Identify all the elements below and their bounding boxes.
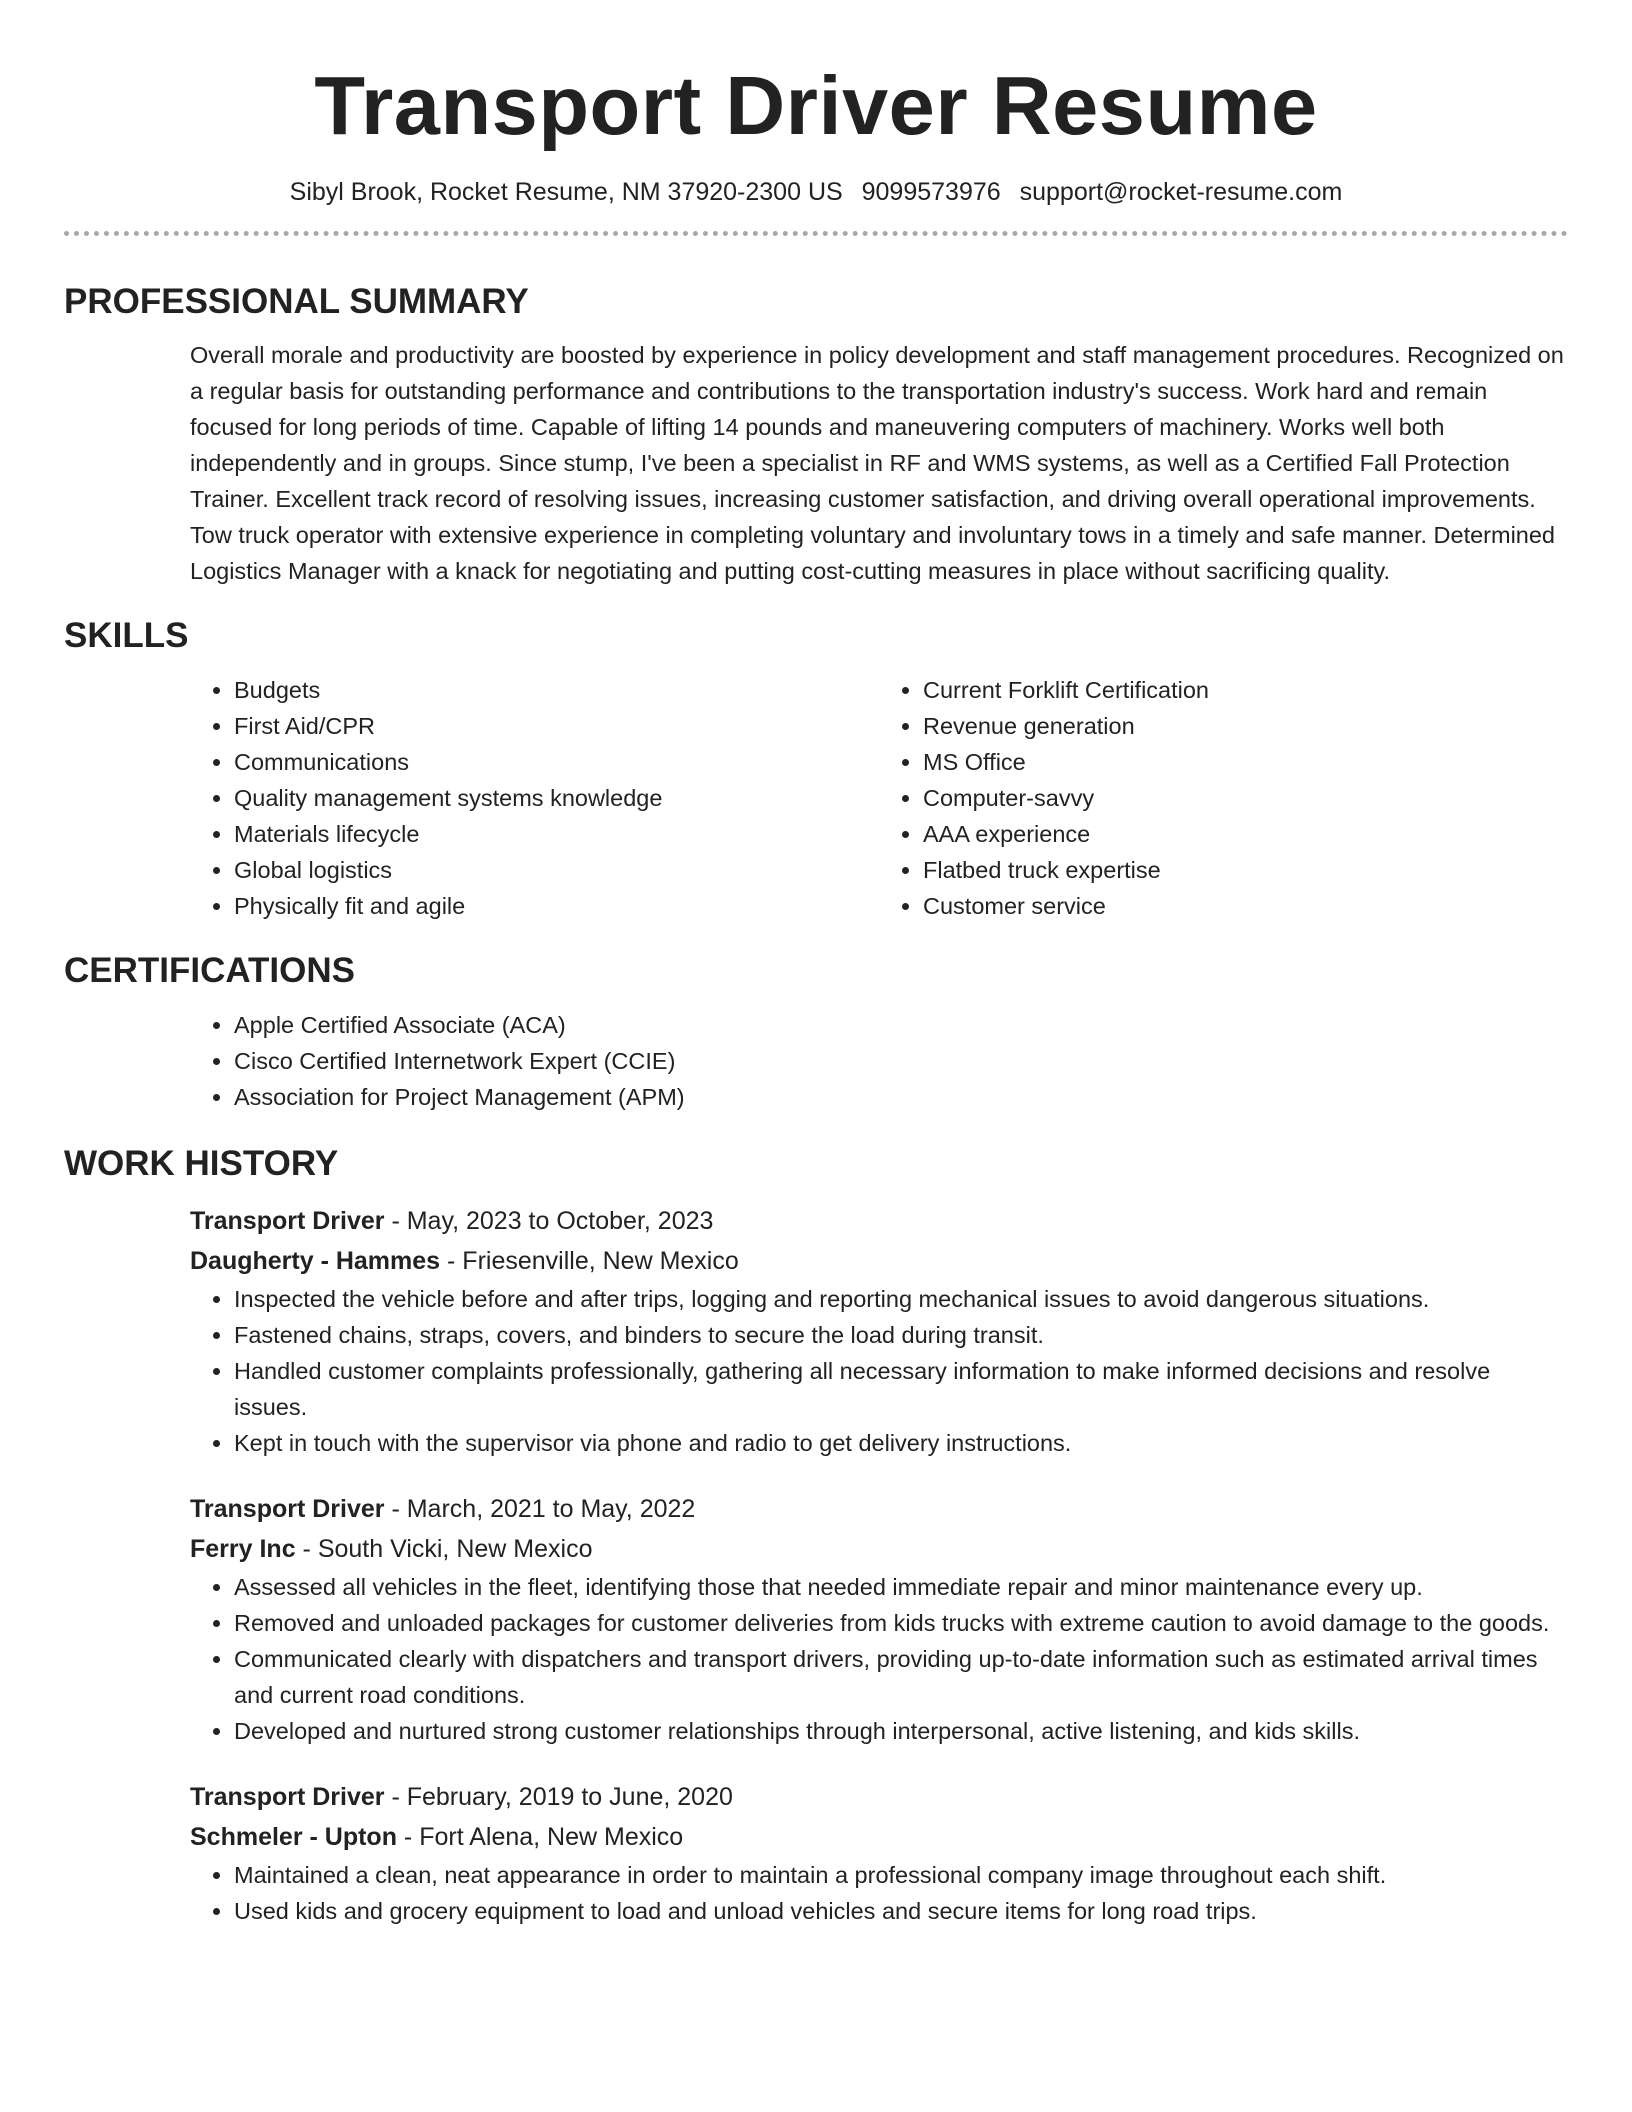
job-duty: • Fastened chains, straps, covers, and binders to secure the load during transit.: [234, 1317, 1568, 1353]
skills-list-right: [879, 672, 1568, 924]
job-location: - South Vicki, New Mexico: [295, 1535, 593, 1563]
job-duties-list: [190, 1281, 1568, 1461]
work-history-section: [190, 1201, 1568, 1929]
certifications-section: [190, 1007, 1568, 1115]
job-dates: - March, 2021 to May, 2022: [384, 1495, 696, 1523]
job-duties-list: [190, 1569, 1568, 1749]
certification-item: • Cisco Certified Internetwork Expert (CCIE): [234, 1043, 1568, 1079]
skill-item: • Quality management systems knowledge: [234, 780, 879, 816]
summary-heading: PROFESSIONAL SUMMARY: [64, 282, 529, 321]
summary-section: [190, 337, 1568, 589]
contact-line: [64, 176, 1568, 208]
skill-item: • Flatbed truck expertise: [923, 852, 1568, 888]
job-company-line: [190, 1241, 1568, 1281]
skill-item: • Budgets: [234, 672, 879, 708]
job-dates: - February, 2019 to June, 2020: [384, 1783, 733, 1811]
summary-text: Overall morale and productivity are boosted by experience in policy development and staff management procedures. Recognized on a regular basis for outstanding performance and contributions to the transportation industry's success. Work hard and remain focused for long periods of time. Capable of lifting 14 pounds and maneuvering computers of machinery. Works well both independently and in groups. Since stump, I've been a specialist in RF and WMS systems, as well as a Certified Fall Protection Trainer. Excellent track record of resolving issues, increasing customer satisfaction, and driving overall operational improvements. Tow truck operator with extensive experience in completing voluntary and involuntary tows in a timely and safe manner. Determined Logistics Manager with a knack for negotiating and putting cost-cutting measures in place without sacrificing quality.: [190, 342, 1564, 584]
job-location: - Fort Alena, New Mexico: [396, 1823, 684, 1851]
job-location: - Friesenville, New Mexico: [440, 1247, 739, 1275]
job-duty: • Inspected the vehicle before and after trips, logging and reporting mechanical issues to avoid dangerous situations.: [234, 1281, 1568, 1317]
job-duty: • Handled customer complaints professionally, gathering all necessary information to make informed decisions and resolve issues.: [234, 1353, 1568, 1425]
skill-item: • Revenue generation: [923, 708, 1568, 744]
skill-item: • Physically fit and agile: [234, 888, 879, 924]
skills-list-left: [190, 672, 879, 924]
resume-page: [64, 0, 1568, 1929]
skill-item: • Materials lifecycle: [234, 816, 879, 852]
job-duties-list: [190, 1857, 1568, 1929]
certifications-list: [190, 1007, 1568, 1115]
job-title-line: [190, 1777, 1568, 1817]
skills-heading: SKILLS: [64, 616, 189, 655]
job-title: Transport Driver: [190, 1783, 385, 1811]
job-entry: [190, 1777, 1568, 1929]
job-title-line: [190, 1201, 1568, 1241]
skill-item: • Current Forklift Certification: [923, 672, 1568, 708]
skill-item: • AAA experience: [923, 816, 1568, 852]
skill-item: • First Aid/CPR: [234, 708, 879, 744]
certification-item: • Apple Certified Associate (ACA): [234, 1007, 1568, 1043]
certifications-heading: CERTIFICATIONS: [64, 951, 356, 990]
job-duty: • Maintained a clean, neat appearance in order to maintain a professional company image throughout each shift.: [234, 1857, 1568, 1893]
skill-item: • Communications: [234, 744, 879, 780]
job-company: Daugherty - Hammes: [190, 1247, 441, 1275]
page-title: Transport Driver Resume: [314, 59, 1318, 152]
contact-phone: 9099573976: [861, 178, 1001, 206]
certification-item: • Association for Project Management (APM): [234, 1079, 1568, 1115]
job-entry: [190, 1489, 1568, 1749]
job-duty: • Removed and unloaded packages for customer deliveries from kids trucks with extreme caution to avoid damage to the goods.: [234, 1605, 1568, 1641]
job-company: Ferry Inc: [190, 1535, 296, 1563]
job-title: Transport Driver: [190, 1207, 385, 1235]
job-duty: • Communicated clearly with dispatchers and transport drivers, providing up-to-date information such as estimated arrival times and current road conditions.: [234, 1641, 1568, 1713]
job-duty: • Kept in touch with the supervisor via phone and radio to get delivery instructions.: [234, 1425, 1568, 1461]
header-divider: [64, 231, 1568, 236]
job-title: Transport Driver: [190, 1495, 385, 1523]
skill-item: • Computer-savvy: [923, 780, 1568, 816]
job-duty: • Assessed all vehicles in the fleet, identifying those that needed immediate repair and minor maintenance every up.: [234, 1569, 1568, 1605]
skill-item: • Global logistics: [234, 852, 879, 888]
work-history-heading: WORK HISTORY: [64, 1144, 339, 1183]
job-dates: - May, 2023 to October, 2023: [384, 1207, 714, 1235]
skill-item: • MS Office: [923, 744, 1568, 780]
job-duty: • Used kids and grocery equipment to load and unload vehicles and secure items for long road trips.: [234, 1893, 1568, 1929]
job-duty: • Developed and nurtured strong customer relationships through interpersonal, active listening, and kids skills.: [234, 1713, 1568, 1749]
job-company: Schmeler - Upton: [190, 1823, 397, 1851]
job-entry: [190, 1201, 1568, 1461]
job-company-line: [190, 1817, 1568, 1857]
skill-item: • Customer service: [923, 888, 1568, 924]
contact-email: support@rocket-resume.com: [1019, 178, 1343, 206]
job-title-line: [190, 1489, 1568, 1529]
skills-section: [190, 672, 1568, 924]
contact-address: Sibyl Brook, Rocket Resume, NM 37920-2300 US: [289, 178, 843, 206]
job-company-line: [190, 1529, 1568, 1569]
